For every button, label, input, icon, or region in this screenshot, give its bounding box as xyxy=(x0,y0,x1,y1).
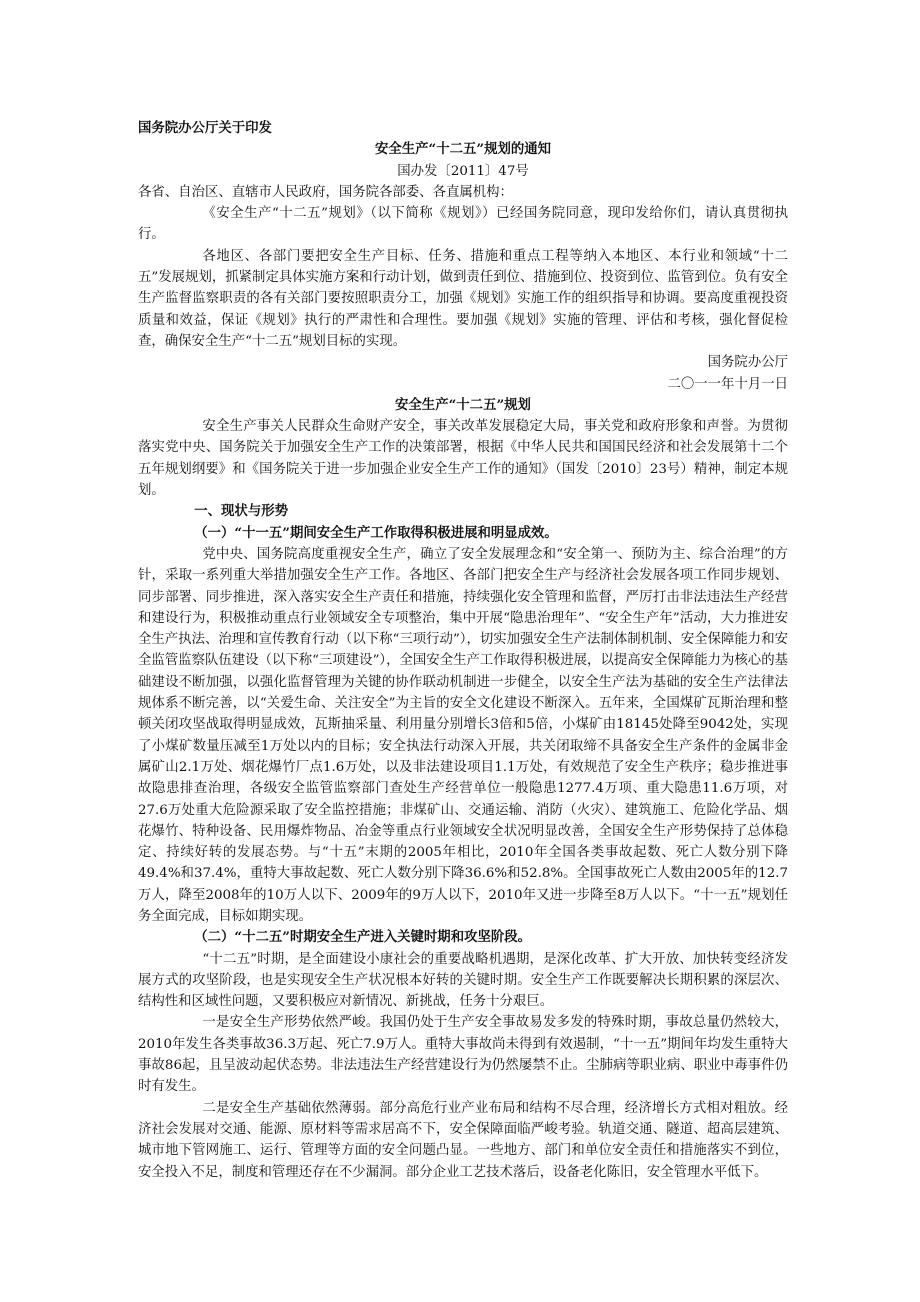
subsection-paragraph-1: 党中央、国务院高度重视安全生产，确立了安全发展理念和“安全第一、预防为主、综合治理”的方针，采取一系列重大举措加强安全生产工作。各地区、各部门把安全生产与经济社会发展各项工作同步规划、同步部署、同步推进，深入落实安全生产责任和措施，持续强化安全管理和监督，严厉打击非法违法生产经营和建设行为，积极推动重点行业领域安全专项整治，集中开展“隐患治理年”、“安全生产年”活动，大力推进安全生产执法、治理和宣传教育行动（以下称“三项行动”），切实加强安全生产法制体制机制、安全保障能力和安全监管监察队伍建设（以下称“三项建设”），全国安全生产工作取得积极进展，以提高安全保障能力为核心的基础建设不断加强，以强化监督管理为关键的协作联动机制进一步健全，以安全生产法为基础的安全生产法律法规体系不断完善，以“关爱生命、关注安全”为主旨的安全文化建设不断深入。五年来，全国煤矿瓦斯治理和整顿关闭攻坚战取得明显成效，瓦斯抽采量、利用量分别增长3倍和5倍，小煤矿由18145处降至9042处，实现了小煤矿数量压减至1万处以内的目标；安全执法行动深入开展，共关闭取缔不具备安全生产条件的金属非金属矿山2.1万处、烟花爆竹厂点1.6万处，以及非法建设项目1.1万处，有效规范了安全生产秩序；稳步推进事故隐患排查治理，各级安全监管监察部门查处生产经营单位一般隐患1277.4万项、重大隐患11.6万项，对27.6万处重大危险源采取了安全监控措施；非煤矿山、交通运输、消防（火灾）、建筑施工、危险化学品、烟花爆竹、特种设备、民用爆炸物品、冶金等重点行业领域安全状况明显改善，全国安全生产形势保持了总体稳定、持续好转的发展态势。与“十五”末期的2005年相比，2010年全国各类事故起数、死亡人数分别下降49.4%和37.4%，重特大事故起数、死亡人数分别下降36.6%和52.8%。全国事故死亡人数由2005年的12.7万人，降至2008年的10万人以下、2009年的9万人以下，2010年又进一步降至8万人以下。“十一五”规划任务全面完成，目标如期实现。 xyxy=(138,546,788,924)
section-heading-1: 一、现状与形势 xyxy=(194,503,288,520)
plan-intro: 安全生产事关人民群众生命财产安全，事关改革发展稳定大局，事关党和政府形象和声誉。为贯彻落实党中央、国务院关于加强安全生产工作的决策部署，根据《中华人民共和国国民经济和社会发展第十二个五年规划纲要》和《国务院关于进一步加强企业安全生产工作的通知》（国发〔2010〕23号）精神，制定本规划。 xyxy=(138,419,788,499)
subsection-paragraph-2: “十二五”时期，是全面建设小康社会的重要战略机遇期，是深化改革、扩大开放、加快转变经济发展方式的攻坚阶段，也是实现安全生产状况根本好转的关键时期。安全生产工作既要解决长期积累的深层次、结构性和区域性问题，又要积极应对新情况、新挑战，任务十分艰巨。 xyxy=(138,951,788,1010)
notice-paragraph-1: 《安全生产“十二五”规划》（以下简称《规划》）已经国务院同意，现印发给你们，请认真贯彻执行。 xyxy=(138,206,788,243)
point-paragraph-2: 二是安全生产基础依然薄弱。部分高危行业产业布局和结构不尽合理，经济增长方式相对粗放。经济社会发展对交通、能源、原材料等需求居高不下，安全保障面临严峻考验。轨道交通、隧道、超高层建筑、城市地下管网施工、运行、管理等方面的安全问题凸显。一些地方、部门和单位安全责任和措施落实不到位，安全投入不足，制度和管理还存在不少漏洞。部分企业工艺技术落后，设备老化陈旧，安全管理水平低下。 xyxy=(138,1100,788,1180)
signature-date: 二〇一一年十月一日 xyxy=(667,376,788,392)
header-line: 国务院办公厅关于印发 xyxy=(138,120,272,136)
subsection-heading-2: （二）“十二五”时期安全生产进入关键时期和攻坚阶段。 xyxy=(194,929,532,946)
plan-title: 安全生产“十二五”规划 xyxy=(395,396,531,413)
document-page xyxy=(138,118,788,1183)
notice-paragraph-2: 各地区、各部门要把安全生产目标、任务、措施和重点工程等纳入本地区、本行业和领域“十二五”发展规划，抓紧制定具体实施方案和行动计划，做到责任到位、措施到位、投资到位、监管到位。负有安全生产监督监察职责的各有关部门要按照职责分工，加强《规划》实施工作的组织指导和协调。要高度重视投资质量和效益，保证《规划》执行的严肃性和合理性。要加强《规划》实施的管理、评估和考核，强化督促检查，确保安全生产“十二五”规划目标的实现。 xyxy=(138,248,788,349)
point-paragraph-1: 一是安全生产形势依然严峻。我国仍处于生产安全事故易发多发的特殊时期，事故总量仍然较大，2010年发生各类事故36.3万起、死亡7.9万人。重特大事故尚未得到有效遏制，“十一五”期间年均发生重特大事故86起，且呈波动起伏态势。非法违法生产经营建设行为仍然屡禁不止。尘肺病等职业病、职业中毒事件仍时有发生。 xyxy=(138,1015,788,1095)
recipients: 各省、自治区、直辖市人民政府，国务院各部委、各直属机构： xyxy=(138,184,513,200)
document-number: 国办发〔2011〕47号 xyxy=(397,163,529,179)
signature-org: 国务院办公厅 xyxy=(707,355,788,371)
document-title: 安全生产“十二五”规划的通知 xyxy=(374,141,552,158)
subsection-heading-1: （一）“十一五”期间安全生产工作取得积极进展和明显成效。 xyxy=(194,524,558,541)
